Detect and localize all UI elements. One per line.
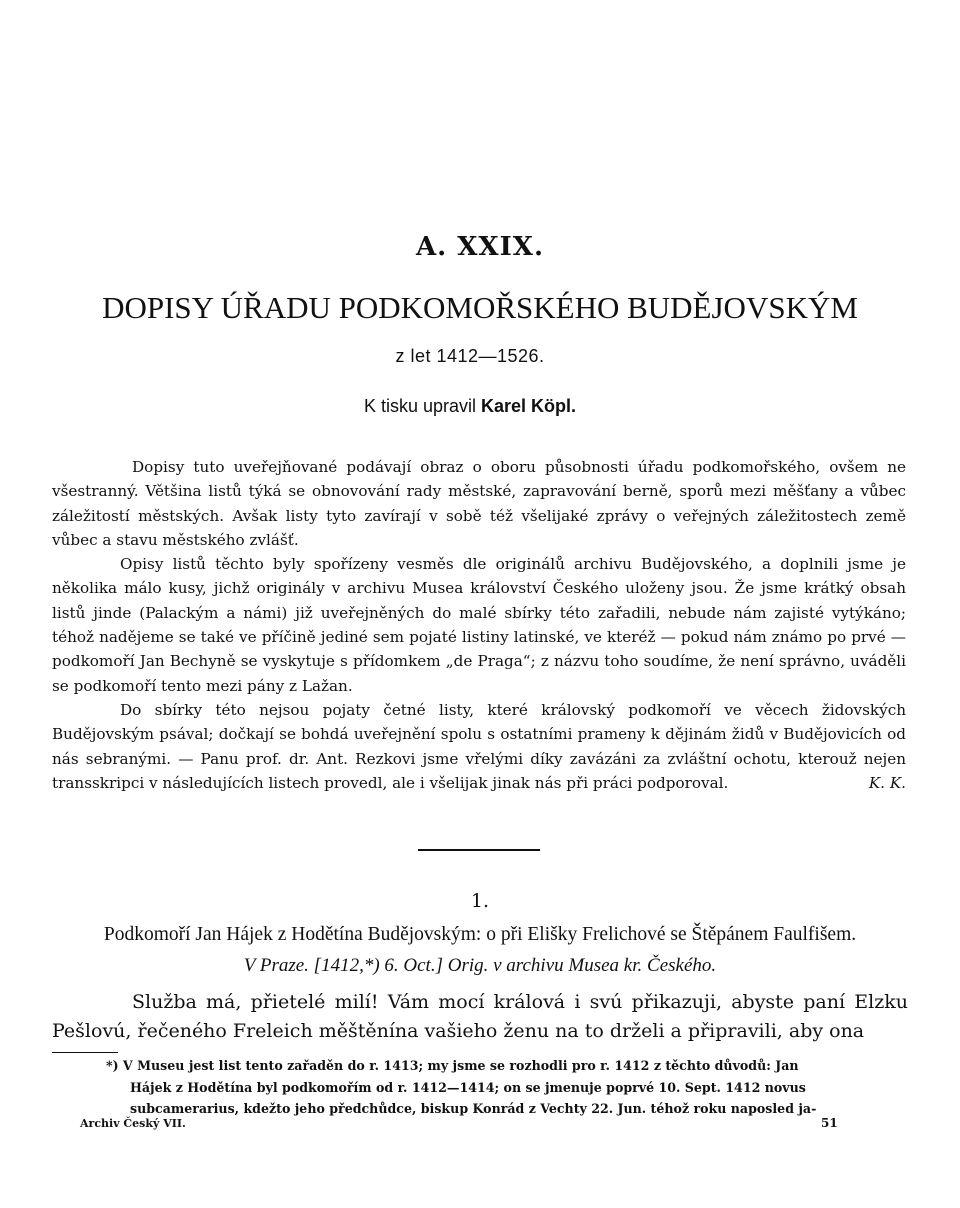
document-text: Služba má, přietelé milí! Vám mocí králová i svú přikazuji, abyste paní Elzku Pešlovú, řečeného Freleich měštěnína vašieho ženu na to drželi a připravili, aby ona	[52, 991, 908, 1042]
document-source: V Praze. [1412,*) 6. Oct.] Orig. v archivu Musea kr. Českého.	[243, 955, 717, 976]
editor-signature: K. K.	[868, 773, 906, 792]
intro-text	[52, 455, 906, 795]
footnote-line: *) V Museu jest list tento zařaděn do r. 1413; my jsme se rozhodli pro r. 1412 z těchto důvodů: Jan	[106, 1058, 799, 1073]
footnote-line: subcamerarius, kdežto jeho předchůdce, biskup Konrád z Vechty 22. Jun. téhož roku naposled ja-	[130, 1101, 817, 1116]
footnote	[52, 1055, 908, 1120]
editor-credit	[0, 396, 940, 417]
intro-paragraph-1: Dopisy tuto uveřejňované podávají obraz o oboru působnosti úřadu podkomořského, ovšem ne všestranný. Většina listů týká se obnovování rady městské, zapravování berně, sporů mezi měšťany a vůbec záležitostí městských. Avšak listy tyto zavírají v sobě též všelijaké zprávy o veřejných záležitostech země vůbec a stavu městského zvlášť.	[52, 458, 906, 549]
footnote-line: Hájek z Hodětína byl podkomořím od r. 1412—1414; on se jmenuje poprvé 10. Sept. 1412 novus	[130, 1079, 806, 1095]
page-number: 51	[821, 1116, 838, 1130]
intro-paragraph-3-text: Do sbírky této nejsou pojaty četné listy, které královský podkomoří ve věcech židovských Budějovským psával; dočkají se bohdá uveřejnění spolu s ostatními prameny k dějinám židů v Budějovicích od nás sebranými. — Panu prof. dr. Ant. Rezkovi jsme vřelými díky zavázáni za zvláštní ochotu, kterouž nejen transskripci v následujících listech provedl, ale i všelijak jinak nás při práci podporoval.	[52, 700, 906, 792]
footnote-divider	[52, 1052, 118, 1053]
footer-publication: Archiv Český VII.	[80, 1117, 186, 1130]
section-divider	[418, 849, 540, 851]
editor-name: Karel Köpl.	[481, 396, 577, 416]
intro-paragraph-3	[52, 698, 906, 795]
document-title: Podkomoří Jan Hájek z Hodětína Budějovským: o při Elišky Frelichové se Štěpánem Faulfišem.	[103, 924, 857, 945]
section-number: A. XXIX.	[415, 232, 544, 262]
main-title: DOPISY ÚŘADU PODKOMOŘSKÉHO BUDĚJOVSKÝM	[102, 290, 858, 325]
document-number: 1.	[470, 890, 490, 912]
year-range: z let 1412—1526.	[395, 346, 545, 366]
editor-prefix: K tisku upravil	[363, 396, 476, 416]
intro-paragraph-2: Opisy listů těchto byly spořízeny vesměs dle originálů archivu Budějovského, a doplnili jsme je několika málo kusy, jichž originály v archivu Musea království Českého uloženy jsou. Že jsme krátký obsah listů jinde (Palackým a námi) již uveřejněných do malé sbírky této zařadili, nebude nám zajisté vytýkáno; téhož nadějeme se také ve příčině jediné sem pojaté listiny latinské, ve kteréž — pokud nám známo po prvé — podkomoří Jan Bechyně se vyskytuje s přídomkem „de Praga“; z názvu toho soudíme, že není správno, uváděli se podkomoří tento mezi pány z Lažan.	[52, 555, 906, 695]
